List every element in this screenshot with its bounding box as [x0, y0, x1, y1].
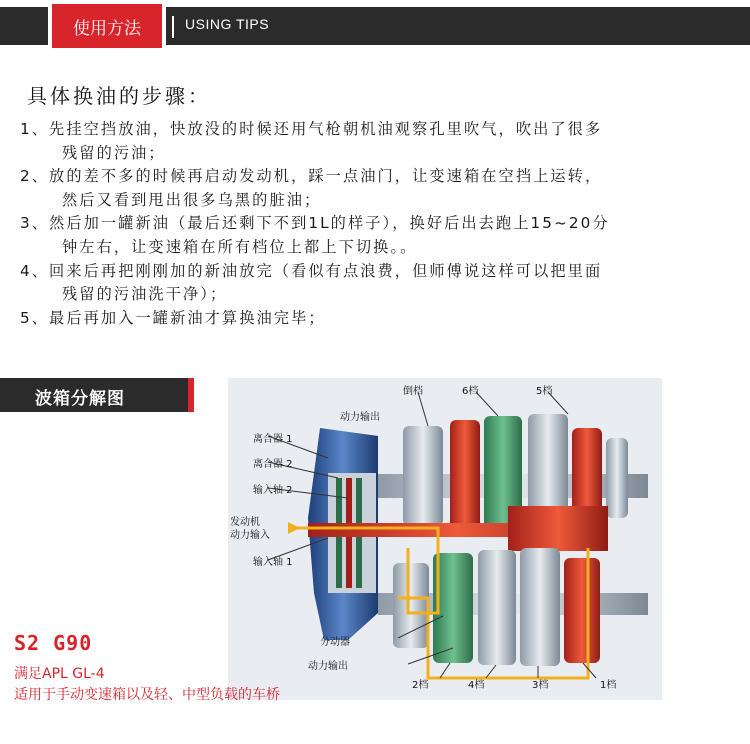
list-item — [20, 307, 720, 331]
label-input-shaft-1: 输入轴 1 — [253, 557, 293, 568]
label-input-shaft-2: 输入轴 2 — [253, 485, 293, 496]
label-power-input: 动力输入 — [230, 530, 270, 541]
section-title: 波箱分解图 — [35, 389, 125, 409]
product-usage: 适用于手动变速箱以及轻、中型负载的车桥 — [14, 687, 280, 703]
tab-usage-method[interactable] — [48, 4, 166, 48]
step-line: 4、回来后再把刚刚加的新油放完（看似有点浪费，但师傅说这样可以把里面 — [20, 261, 603, 280]
gear-3 — [520, 548, 560, 666]
top-header-bar — [0, 0, 750, 52]
label-engine: 发动机 — [230, 517, 260, 528]
product-spec: 满足APL GL-4 — [14, 666, 105, 682]
label-gear-4: 4档 — [468, 680, 485, 691]
gearbox-illustration — [228, 378, 662, 700]
gear-reverse — [403, 426, 443, 526]
step-line: 3、然后加一罐新油（最后还剩下不到1L的样子），换好后出去跑上15~20分 — [20, 214, 610, 233]
gear-1 — [564, 558, 600, 663]
step-line: 1、先挂空挡放油，快放没的时候还用气枪朝机油观察孔里吹气，吹出了很多 — [20, 120, 603, 138]
step-line-continued: 钟左右，让变速箱在所有档位上都上下切换。。 — [62, 237, 418, 256]
step-line: 5、最后再加入一罐新油才算换油完毕； — [20, 308, 326, 327]
label-gear-3: 3档 — [532, 680, 549, 691]
page-heading: 具体换油的步骤： — [27, 84, 211, 108]
section-header-accent — [188, 378, 194, 412]
tab-using-tips: USING TIPS — [185, 16, 270, 32]
label-power-output-top: 动力输出 — [340, 412, 380, 423]
steps-list — [20, 118, 720, 330]
step-line: 2、放的差不多的时候再启动发动机，踩一点油门，让变速箱在空挡上运转， — [20, 167, 603, 186]
gear-end — [606, 438, 628, 518]
tab-usage-method-label: 使用方法 — [73, 18, 141, 39]
label-gear-1: 1档 — [600, 680, 617, 691]
output-gear — [508, 506, 608, 551]
step-line-continued: 残留的污油； — [62, 143, 166, 162]
list-item — [20, 212, 720, 259]
label-gear-2: 2档 — [412, 680, 429, 691]
header-divider — [172, 16, 174, 38]
gearbox-diagram — [228, 378, 662, 700]
list-item — [20, 118, 720, 165]
gear-6-ring — [450, 420, 480, 530]
label-power-output-bottom: 动力输出 — [308, 661, 348, 672]
list-item — [20, 165, 720, 212]
label-clutch-2: 离合器 2 — [253, 459, 293, 470]
list-item — [20, 260, 720, 307]
step-line-continued: 残留的污油洗干净）； — [62, 285, 228, 304]
step-line-continued: 然后又看到甩出很多乌黑的脏油； — [62, 190, 322, 209]
label-clutch-1: 离合器 1 — [253, 434, 293, 445]
product-code: S2 G90 — [14, 631, 93, 655]
label-differential: 分动器 — [320, 637, 350, 648]
label-gear-6: 6档 — [462, 386, 479, 397]
gear-lower — [393, 563, 429, 648]
label-reverse-gear: 倒档 — [403, 386, 423, 397]
gear-4 — [478, 550, 516, 665]
label-gear-5: 5档 — [536, 386, 553, 397]
